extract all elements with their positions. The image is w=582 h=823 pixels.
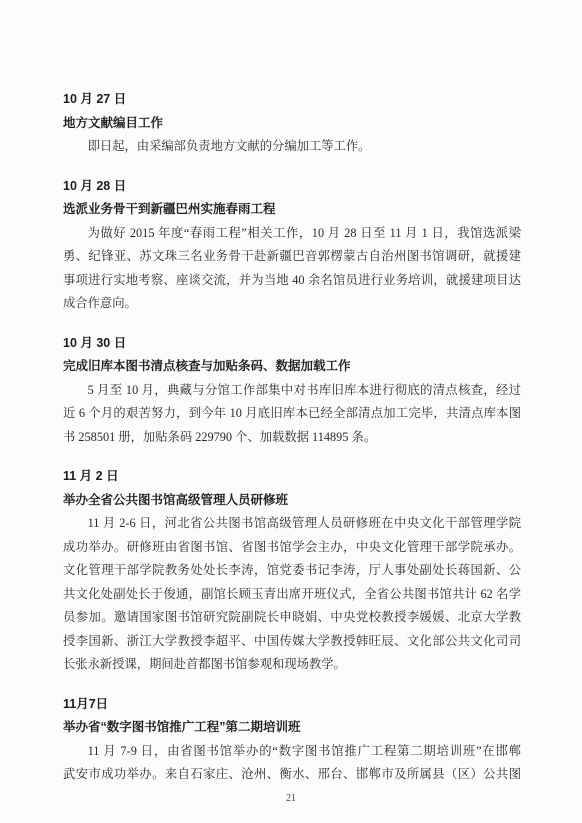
entry-body-line: 长张永新授课，期间赴首都图书馆参观和现场教学。 — [63, 657, 346, 671]
entry-title: 完成旧库本图书清点核查与加贴条码、数据加载工作 — [63, 359, 351, 373]
entry-title: 举办全省公共图书馆高级管理人员研修班 — [63, 492, 289, 507]
entry-body-line: 武安市成功举办。来自石家庄、沧州、衡水、邢台、邯郸市及所属县（区）公共图 — [63, 767, 521, 781]
entry-title: 选派业务骨干到新疆巴州实施春雨工程 — [63, 202, 276, 216]
entry-body-line: 勇、纪锋亚、苏文珠三名业务骨干赴新疆巴音郭楞蒙古自治州图书馆调研，就援建 — [63, 249, 521, 263]
entry-body-line: 11 月 7-9 日，由省图书馆举办的“数字图书馆推广工程第二期培训班”在邯郸 — [87, 743, 521, 758]
entry-date: 11月7日 — [63, 696, 109, 711]
entry-body-line: 近 6 个月的艰苦努力，到今年 10 月底旧库本已经全部清点加工完毕，共清点库本图 — [63, 406, 521, 420]
entry-body-line: 5 月至 10 月，典藏与分馆工作部集中对书库旧库本进行彻底的清点核查，经过 — [87, 382, 521, 397]
entry-body-line: 授李国新、浙江大学教授李超平、中国传媒大学教授韩旺辰、文化部公共文化司司 — [63, 633, 521, 648]
entry-body-line: 11 月 2-6 日，河北省公共图书馆高级管理人员研修班在中央文化干部管理学院 — [87, 516, 521, 530]
entry-date: 10 月 27 日 — [63, 92, 127, 106]
page-number: 21 — [286, 793, 296, 804]
entry-date: 11 月 2 日 — [63, 469, 119, 483]
entry-body-line: 文化管理干部学院教务处处长李涛，馆党委书记李涛，厅人事处副处长蒋国新、公 — [63, 563, 521, 577]
entry-body-line: 共文化处副处长于俊通，副馆长顾玉青出席开班仪式，全省公共图书馆共计 62 名学 — [63, 586, 521, 601]
entry-body-line: 事项进行实地考察、座谈交流，并为当地 40 余名馆员进行业务培训，就援建项目达 — [63, 272, 521, 287]
entry-date: 10 月 28 日 — [63, 178, 127, 193]
entry-date: 10 月 30 日 — [63, 335, 127, 350]
entry-oct-28 — [63, 175, 521, 316]
entry-oct-27 — [63, 88, 521, 159]
entry-oct-30 — [63, 332, 521, 450]
entry-body-line: 成合作意向。 — [63, 296, 137, 310]
entry-nov-7 — [63, 693, 521, 787]
entry-body-line: 为做好 2015 年度“春雨工程”相关工作，10 月 28 日至 11 月 1 日，我馆选派梁 — [87, 225, 521, 240]
entry-body-line: 即日起，由采编部负责地方文献的分编加工等工作。 — [87, 139, 371, 153]
page-content — [63, 88, 521, 787]
entry-title: 地方文献编目工作 — [63, 115, 164, 130]
entry-body-line: 成功举办。研修班由省图书馆、省图书馆学会主办，中央文化管理干部学院承办。 — [63, 539, 521, 554]
entry-body-line: 员参加。邀请国家图书馆研究院副院长申晓娟、中央党校教授李媛媛、北京大学教 — [63, 610, 521, 624]
entry-body-line: 书 258501 册，加贴条码 229790 个、加载数据 114895 条。 — [63, 429, 377, 444]
entry-nov-2 — [63, 465, 521, 677]
entry-title: 举办省“数字图书馆推广工程”第二期培训班 — [63, 720, 301, 734]
